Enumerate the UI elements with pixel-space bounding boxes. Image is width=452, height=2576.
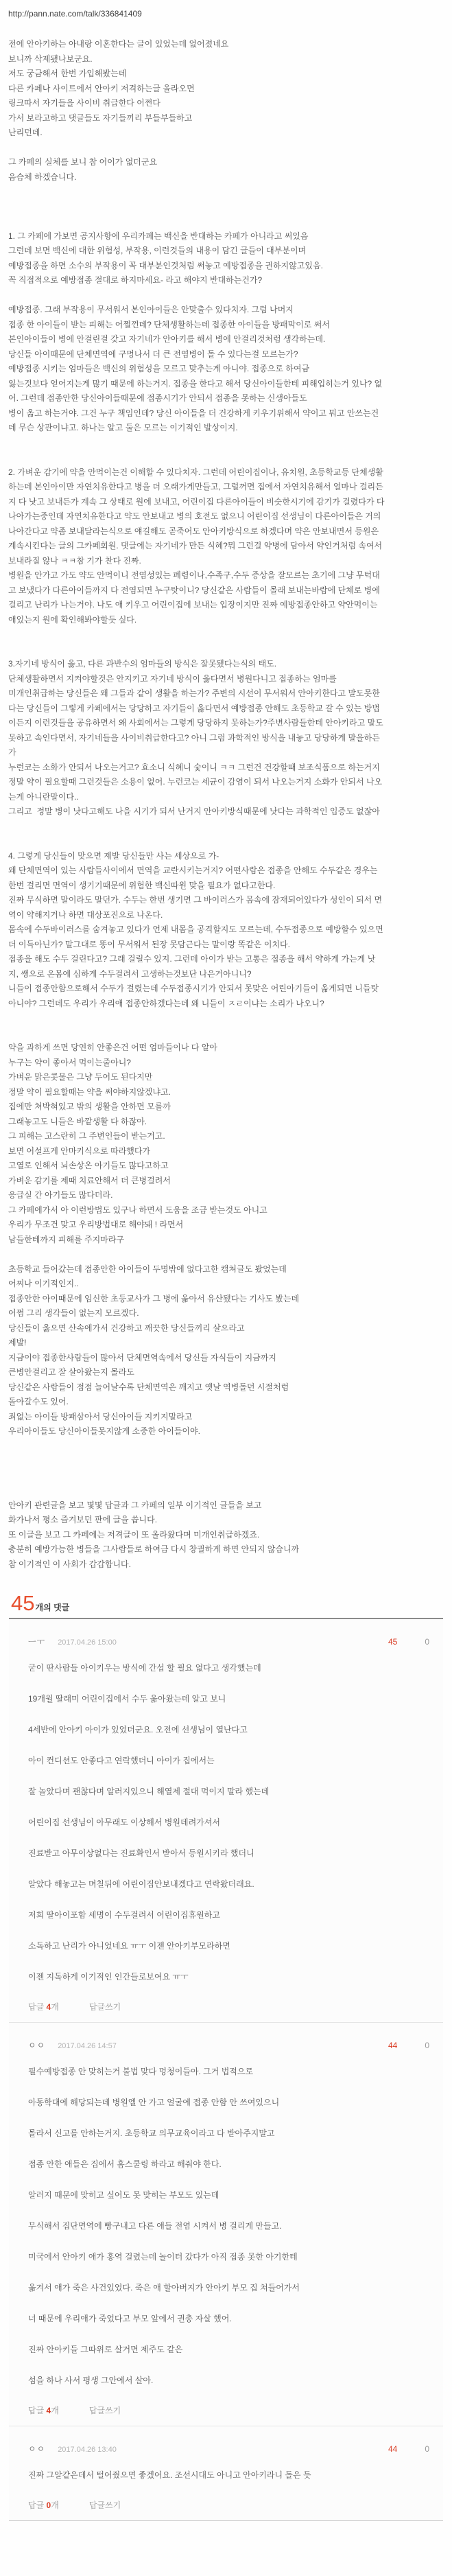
post-line [8, 214, 445, 229]
reply-write-button[interactable]: 답글쓰기 [88, 2500, 121, 2510]
post-line: 당신같은 사람들이 점점 늘어날수록 단체면역은 깨지고 옛날 역병돌던 시절처럼 [8, 1382, 289, 1392]
comment-votes [388, 2041, 435, 2050]
comment-line: 굳이 딴사람들 아이키우는 방식에 간섭 할 필요 없다고 생각했는데 [28, 1663, 261, 1673]
post-line: 잃는것보다 얻어지는게 많기 때문에 하는거지. 접종을 한다고 해서 당신아이들한테 피해입히는거 있나? 없 [8, 378, 383, 388]
post-line: 우리가 무조건 맞고 우리방법대로 해야돼 ! 라면서 [8, 1220, 184, 1229]
comment-line: 옮겨서 애가 죽은 사건있었다. 죽은 애 할아버지가 안아키 부모 집 쳐들어가서 [28, 2283, 300, 2293]
post-line: 남들한테까지 피해를 주지마라구 [8, 1234, 124, 1244]
comment-line: 미국에서 안아키 애가 홍역 걸렸는데 놀이터 갔다가 아직 접종 못한 아기한테 [28, 2252, 298, 2262]
post-line: 또 이글을 보고 그 카페에는 저격글이 또 올라왔다며 미개인취급하겠죠. [8, 1529, 260, 1540]
reply-write-button[interactable]: 답글쓰기 [88, 2002, 121, 2012]
comments-count-label: 개의 댓글 [35, 1603, 70, 1612]
post-line: 걸리고 난리가 나는거야. 나도 애 키우고 어린이집에 보내는 입장이지만 진짜 예방접종안하고 약안먹이는 [8, 600, 378, 610]
post-line: 누구는 약이 좋아서 먹이는줄아니? [8, 1057, 131, 1067]
post-line [8, 200, 445, 215]
post-line: 어찌나 이기적인지.. [8, 1279, 79, 1288]
post-line [8, 1011, 445, 1026]
post-line: 집에만 쳐박혀있고 밖의 생활을 안하면 모를까 [8, 1102, 171, 1111]
post-line: 접종안한 아이때문에 임신한 초등교사가 그 병에 옮아서 유산됐다는 기사도 봤는데 [8, 1293, 300, 1303]
post-line [8, 141, 445, 156]
post-line: 정말 약이 필요할때는 약을 써야하지않겠냐고. [8, 1087, 171, 1097]
post-line: 왜 단체면역이 있는 사람들사이에서 면역을 교란시키는거지? 어떤사람은 접종을 안해도 수두같은 경우는 [8, 866, 378, 875]
post-line: 그리고 정말 병이 낫다고해도 나을 시기가 되서 난거지 안아키방식때문에 낫다는 과학적인 입증도 없잖아 [8, 807, 380, 816]
comment-line: 진짜 그알같은데서 털어줬으면 좋겠어요. 조선시대도 아니고 안아키라니 돌은 듯 [28, 2470, 311, 2480]
comment-body [19, 1661, 435, 1984]
post-line: 1. 그 카페에 가보면 공지사항에 우리카페는 백신을 반대하는 카페가 아니라고 써있음 [8, 231, 309, 241]
post-line [8, 1439, 445, 1454]
post-line: 가서 보라고하고 댓글들도 자기들끼리 부들부들하고 [8, 113, 193, 123]
comment-like-count[interactable]: 44 [388, 2041, 398, 2050]
post-line: 제발! [8, 1338, 27, 1347]
comment-author[interactable]: ㅇㅇ [28, 2444, 46, 2454]
post-line: 꼭 직접적으로 예방접종 절대로 하지마세요- 라고 해야지 반대하는건가? [8, 275, 263, 285]
reply-write-button[interactable]: 답글쓰기 [88, 2406, 121, 2415]
comment-author[interactable]: ㅡㅜ [28, 1637, 46, 1647]
post-line: 그 카페의 실체를 보니 참 어이가 없더군요 [8, 157, 158, 167]
comments-header [11, 1592, 452, 1614]
post-line: 고열로 인해서 뇌손상온 아기들도 많다고하고 [8, 1161, 169, 1170]
reply-label: 답글 [28, 2406, 47, 2415]
comment-dislike-count[interactable]: 0 [425, 2444, 429, 2454]
comment-header [19, 1636, 435, 1647]
comment-body [19, 2468, 435, 2482]
comment-line: 잘 놀았다며 괜찮다며 알러지있으니 해열제 절대 먹이지 말라 했는데 [28, 1787, 270, 1796]
post-line [8, 1483, 445, 1498]
post-line: 정말 약이 필요할때 그런것들은 소용이 없어. 누런코는 세균이 감염이 되서 나오는거지 소화가 안되서 나오 [8, 777, 383, 787]
post-line: 다른 카페나 사이트에서 안아키 저격하는글 올라오면 [8, 83, 195, 93]
post-line: 2. 가벼운 감기에 약을 안먹이는건 이해할 수 있다치자. 그런데 어린이집이나, 유치원, 초등학교등 단체생활 [8, 467, 383, 477]
reply-count-suffix: 개 [51, 2002, 59, 2012]
post-line: 당신들이 옳으면 산속에가서 건강하고 깨끗한 당신들끼리 살으라고 [8, 1323, 245, 1333]
post-line: 보면 어설프게 안마키식으로 따라했다가 [8, 1146, 151, 1156]
comment-dislike-count[interactable]: 0 [425, 2041, 429, 2050]
comment [9, 2022, 443, 2426]
comment-votes [388, 2444, 435, 2454]
post-line: 한번 걸리면 면역이 생기기때문에 위험한 백신따윈 맞을 필요가 없다고한다. [8, 880, 276, 890]
comment-header [19, 2443, 435, 2455]
comment-body [19, 2065, 435, 2387]
post-line: 4. 그렇게 당신들이 맞으면 제발 당신들만 사는 세상으로 가- [8, 850, 219, 861]
post-line: 접종을 해도 수두 걸린다고? 그래 걸릴수 있지. 그런데 아이가 받는 고통은 접종을 해서 약하게 가는게 낫 [8, 954, 376, 964]
post-line: 나아가는중인데 자연치유한다고 약도 안보내고 병의 호전도 없으니 어린이집 선생님이 다른아이들은 거의 [8, 511, 381, 521]
post-line: 가벼운 감기를 제때 치료안해서 더 큰병걸려서 [8, 1175, 171, 1185]
post-line: 그 카페에가서 아 이런방법도 있구나 하면서 도움을 조금 받는것도 아니고 [8, 1205, 267, 1215]
comment-line: 아동학대에 해당되는데 병원엘 안 가고 얼굴에 접종 안함 안 쓰여있으니 [28, 2098, 280, 2107]
post-line: 초등학교 들어갔는데 접종안한 아이들이 두명밖에 없다고한 캡쳐글도 봤었는데 [8, 1264, 287, 1274]
comment-footer [19, 2001, 435, 2012]
post-line: 3.자기네 방식이 옳고, 다른 과반수의 엄마들의 방식은 잘못됐다는식의 태도. [8, 659, 277, 669]
post-line [8, 288, 445, 303]
comment-line: 4세반에 안아키 아이가 있었더군요. 오전에 선생님이 열난다고 [28, 1725, 248, 1734]
post-line: 가 [8, 747, 16, 757]
post-line: 데 무슨 상관이냐고. 하나는 알고 둘은 모르는 이기적인 발상이지. [8, 423, 238, 432]
post-line: 못하고 속인다면서, 자기네들을 사이비취급한다고? 아니 그럼 과학적인 방식을 내놓고 당당하게 말을하든 [8, 732, 380, 743]
post-line: 그런데 보면 백신에 대한 위험성, 부작용, 이런것들의 내용이 담긴 글들이 대부분이며 [8, 246, 307, 255]
comment-date: 2017.04.26 14:57 [58, 2042, 117, 2050]
post-line [8, 185, 445, 200]
comment-line: 섬을 하나 사서 평생 그안에서 살아. [28, 2376, 154, 2385]
post-line: 계속시킨다는 글의 그카페회원. 댓글에는 자기네가 만든 식혜?뭐 그런걸 약병에 담아서 약인거처럼 속여서 [8, 541, 383, 550]
comment-date: 2017.04.26 13:40 [58, 2446, 117, 2454]
post-line: 이든지 이런것들을 공유하면서 왜 사회에서는 그렇게 당당하지 못하는가?주변사람들한테 안아키라고 말도 [8, 718, 383, 728]
comment-line: 저희 딸아이포함 세명이 수두걸려서 어린이집휴원하고 [28, 1910, 220, 1920]
comment-dislike-count[interactable]: 0 [425, 1637, 429, 1647]
post-line: 병이 옮고 하는거야. 그건 누구 책임인데? 당신 아이들을 더 건강하게 키우기위해서 약이고 뭐고 안쓰는건 [8, 408, 379, 418]
comment-line: 너 때문에 우리애가 죽었다고 부모 앞에서 권총 자살 했어. [28, 2314, 232, 2323]
post-line: 병원을 안가고 가도 약도 안먹이니 전염성있는 폐렴이나,수족구,수두 증상을 잘모르는 초기에 그냥 무턱대 [8, 570, 380, 580]
comment [9, 1619, 443, 2022]
post-line: 본인아이들이 병에 안걸린걸 갖고 자기네가 안아키를 해서 병에 안걸리것처럼 생각하는데. [8, 334, 326, 344]
post-line: 그 피해는 고스란히 그 주변인들이 받는거고. [8, 1131, 165, 1141]
post-line: 누런코는 소화가 안되서 나오는거고? 효소니 식혜니 숯이니 ㅋㅋ 그런건 건강할때 보조식품으로 하는거지 [8, 762, 380, 772]
reply-count-button[interactable] [28, 2001, 59, 2012]
reply-count: 4 [46, 2406, 51, 2415]
post-line: 어쩜 그리 생각들이 없는지 모르겠다. [8, 1308, 139, 1318]
post-line: 애있는지 원에 확인해봐야할듯 싶다. [8, 614, 137, 625]
comment-line: 19개월 딸래미 어린이집에서 수두 옮아왔는데 알고 보니 [28, 1694, 226, 1704]
post-line: 몸속에 수두바이러스를 숨겨놓고 있다가 언제 내몸을 공격할지도 모르는데, 수두접종으로 예방할수 있으면 [8, 925, 383, 934]
post-line [8, 642, 445, 658]
post-line: 그래놓고도 니들은 바깥생활 다 하잖아. [8, 1116, 147, 1126]
reply-count: 0 [46, 2500, 51, 2510]
post-line: 고 보냈다가 다른아이들까지 다 전염되면 누구탓이니? 당신같은 사람들이 몰래 보내는바람에 단체로 병에 [8, 585, 380, 595]
reply-count-suffix: 개 [51, 2500, 59, 2510]
post-line: 지금이야 접종한사람들이 많아서 단체면역속에서 당신들 자식들이 지금까지 [8, 1352, 276, 1362]
post-line [8, 450, 445, 465]
post-line: 더 이득아닌가? 말그대로 똥이 무서워서 된장 못담근다는 말이랑 똑같은 이치다. [8, 939, 290, 949]
post-line: 진짜 무식하면 말이라도 말던가. 수두는 한번 생기면 그 바이러스가 몸속에 잠재되어있다가 성인이 되서 면 [8, 895, 383, 905]
comments-count: 45 [11, 1591, 35, 1615]
comment-author[interactable]: ㅇㅇ [28, 2041, 46, 2050]
post-line [8, 820, 445, 835]
post-line: 보내라질 않나 ㅋㅋ참 기가 찬다 진짜. [8, 555, 141, 566]
post-line: 나아간다고 약좀 보내달라는식으로 얘길해도 곧죽어도 안아키방식으로 하겠다며 약은 안보내면서 등원은 [8, 526, 379, 536]
comment-header [19, 2039, 435, 2051]
post-line [8, 1247, 445, 1262]
comment-line: 어린이집 선생님이 아무래도 이상해서 병원데려가셔서 [28, 1818, 220, 1827]
comment [9, 2426, 443, 2520]
comment-date: 2017.04.26 15:00 [58, 1638, 117, 1647]
comment-line: 진짜 안아키들 그따위로 살거면 제주도 같은 [28, 2345, 183, 2354]
post-line: 음슴체 하겠습니다. [8, 172, 77, 182]
reply-count-button[interactable] [28, 2499, 59, 2511]
post-line: 하는데 본인아이만 자연치유한다고 병을 더 오래가게만들고, 그럴꺼면 집에서 자연치유해서 얼마나 걸리든 [8, 482, 383, 491]
post-line [8, 834, 445, 849]
comment-line: 접종 안한 애들은 집에서 홈스쿨링 하라고 해줘야 한다. [28, 2159, 222, 2169]
comment-like-count[interactable]: 44 [388, 2444, 398, 2454]
post-line: 링크따서 자기들을 사이비 취급한다 어쩐다 [8, 98, 160, 108]
post-line: 충분히 예방가능한 병들을 그사람들로 하여금 다시 창궐하게 하면 안되지 않습니까 [8, 1544, 300, 1554]
post-line: 예방접종을 하면 소수의 부작용이 꼭 대부분인것처럼 써놓고 예방접종을 권하지않고있음. [8, 260, 323, 270]
reply-label: 답글 [28, 2500, 47, 2510]
reply-label: 답글 [28, 2002, 47, 2012]
post-line [8, 1454, 445, 1469]
comment-line: 이젠 지독하게 이기적인 인간들로보여요 ㅠㅜ [28, 1972, 189, 1982]
comment-line: 몰라서 신고를 안하는거지. 초등학교 의무교육이라고 다 받아주지말고 [28, 2128, 275, 2138]
post-line [8, 627, 445, 642]
comments-list [9, 1618, 443, 2521]
post-line: 난리던데. [8, 128, 43, 137]
comment-line: 소독하고 난리가 아니었네요 ㅠㅜ 이젠 안아키부모라하면 [28, 1941, 230, 1951]
post-line: 접종 한 아이들이 받는 피해는 어쩔껀데? 단체생활하는데 접종한 아이들을 방패막이로 써서 [8, 319, 330, 329]
post-line: 참 이기적인 이 사회가 갑갑합니다. [8, 1559, 131, 1569]
comment-like-count[interactable]: 45 [388, 1637, 398, 1647]
post-line: 돌아갈수도 있어. [8, 1397, 69, 1406]
post-line: 지 다 낫고 보내든가 계속 그 상태로 원에 보내고, 어린이집 다른아이들이 비슷한시기에 감기가 걸렸다가 다 [8, 496, 385, 507]
post-line: 아니야? 그런데도 우리가 우리애 접종안하겠다는데 왜 니들이 ㅈㄹ이냐는 소리가 나오니? [8, 998, 324, 1008]
post-line: 저도 궁금해서 한번 가입해봤는데 [8, 69, 127, 78]
post-line: 약을 과하게 쓰면 당연히 안좋은건 어떤 엄마들이나 다 알아 [8, 1043, 217, 1052]
post-line: 미개인취급하는 당신들은 왜 그들과 같이 생활을 하는가? 주변의 시선이 무서워서 안아키한다고 말도못한 [8, 688, 380, 698]
post-line: 응급실 간 아기들도 많다더라. [8, 1190, 113, 1200]
comment-line: 필수예방접종 안 맞히는거 불법 맞다 멍청이들아. 그거 법적으로 [28, 2067, 254, 2076]
reply-count-button[interactable] [28, 2404, 59, 2416]
reply-count-suffix: 개 [51, 2406, 59, 2415]
post-line: 단체생활하면서 지켜야할것은 안지키고 자기네 방식이 옳다면서 병원다니고 접종하는 엄마를 [8, 673, 337, 684]
post-line [8, 436, 445, 451]
post-line: 전에 안아키하는 아내랑 이혼한다는 글이 있었는데 없어졌네요 [8, 39, 229, 49]
post-line: 화가나서 평소 즐겨보던 판에 글을 씁니다. [8, 1515, 158, 1524]
comment-votes [388, 1637, 435, 1647]
post-line: 니들이 접종안함으로해서 수두가 걸렸는데 수두접종시기가 안되서 못맞은 어린아기들이 옮게되면 니들탓 [8, 984, 379, 993]
post-line: 지, 쌩으로 온몸에 심하게 수두걸려서 고생하는것보단 나은거아니니? [8, 968, 252, 979]
post-line: 큰병안걸리고 잘 살아왔는지 몰라도 [8, 1367, 134, 1377]
comment-line: 알았다 해놓고는 며칠뒤에 어린이집안보내겠다고 연락왔더래요. [28, 1879, 254, 1889]
post-line [8, 1469, 445, 1484]
post-line: 당신들 아이때문에 단체면역에 구멍나서 더 큰 전염병이 돌 수 있다는걸 모르는가? [8, 349, 298, 359]
post-line: 는게 아니란말이다.. [8, 791, 79, 802]
comment-line: 알러지 때문에 맞히고 싶어도 못 맞히는 부모도 있는데 [28, 2190, 219, 2200]
post-line: 다는 당신들이 그렇게 카페에서는 당당하고 자기들이 옳다면서 예방접종 안해도 초등학교 갈 수 있는 방법 [8, 703, 380, 713]
comment-footer [19, 2404, 435, 2416]
page-url: http://pann.nate.com/talk/336841409 [8, 9, 142, 19]
bottom-whitespace [0, 2521, 452, 2576]
comment-line: 진료받고 아무이상없다는 진료확인서 받아서 등원시키라 했더니 [28, 1848, 254, 1858]
post-line: 안아키 관련글을 보고 몇몇 답글과 그 카페의 일부 이기적인 글들을 보고 [8, 1500, 262, 1510]
post-line: 우리아이들도 당신아이들못지않게 소중한 아이들이야. [8, 1426, 200, 1436]
post-line: 역이 약해지거나 하면 대상포진으로 나온다. [8, 909, 163, 920]
post-line: 보니까 삭제됐나보군요. [8, 54, 93, 64]
comment-line: 무식해서 집단면역에 빵구내고 다른 애들 전염 시켜서 병 걸리게 만들고. [28, 2221, 282, 2231]
post-line: 예방접종 시키는 엄마들은 백신의 위험성을 모르고 맞추는게 아니야. 접종으로 하여금 [8, 364, 310, 373]
reply-count: 4 [46, 2002, 51, 2012]
comment-line: 아이 컨디션도 안좋다고 연락했더니 아이가 집에서는 [28, 1756, 215, 1765]
post-line: 예방접종. 그래 부작용이 무서워서 본인아이들은 안맞출수 있다치자. 그럼 나머지 [8, 305, 294, 314]
post-line: 죄없는 아이들 방패삼아서 당신아이들 지키지말라고 [8, 1411, 193, 1422]
post-line: 가벼운 맑은콧물은 그냥 두어도 된다지만 [8, 1072, 153, 1082]
post-line [8, 1026, 445, 1041]
post-body [0, 19, 452, 1572]
comment-footer [19, 2499, 435, 2511]
post-line: 어. 그런데 접종안한 당신아이들때문에 접종시기가 안되서 접종을 못하는 신생아들도 [8, 393, 307, 403]
